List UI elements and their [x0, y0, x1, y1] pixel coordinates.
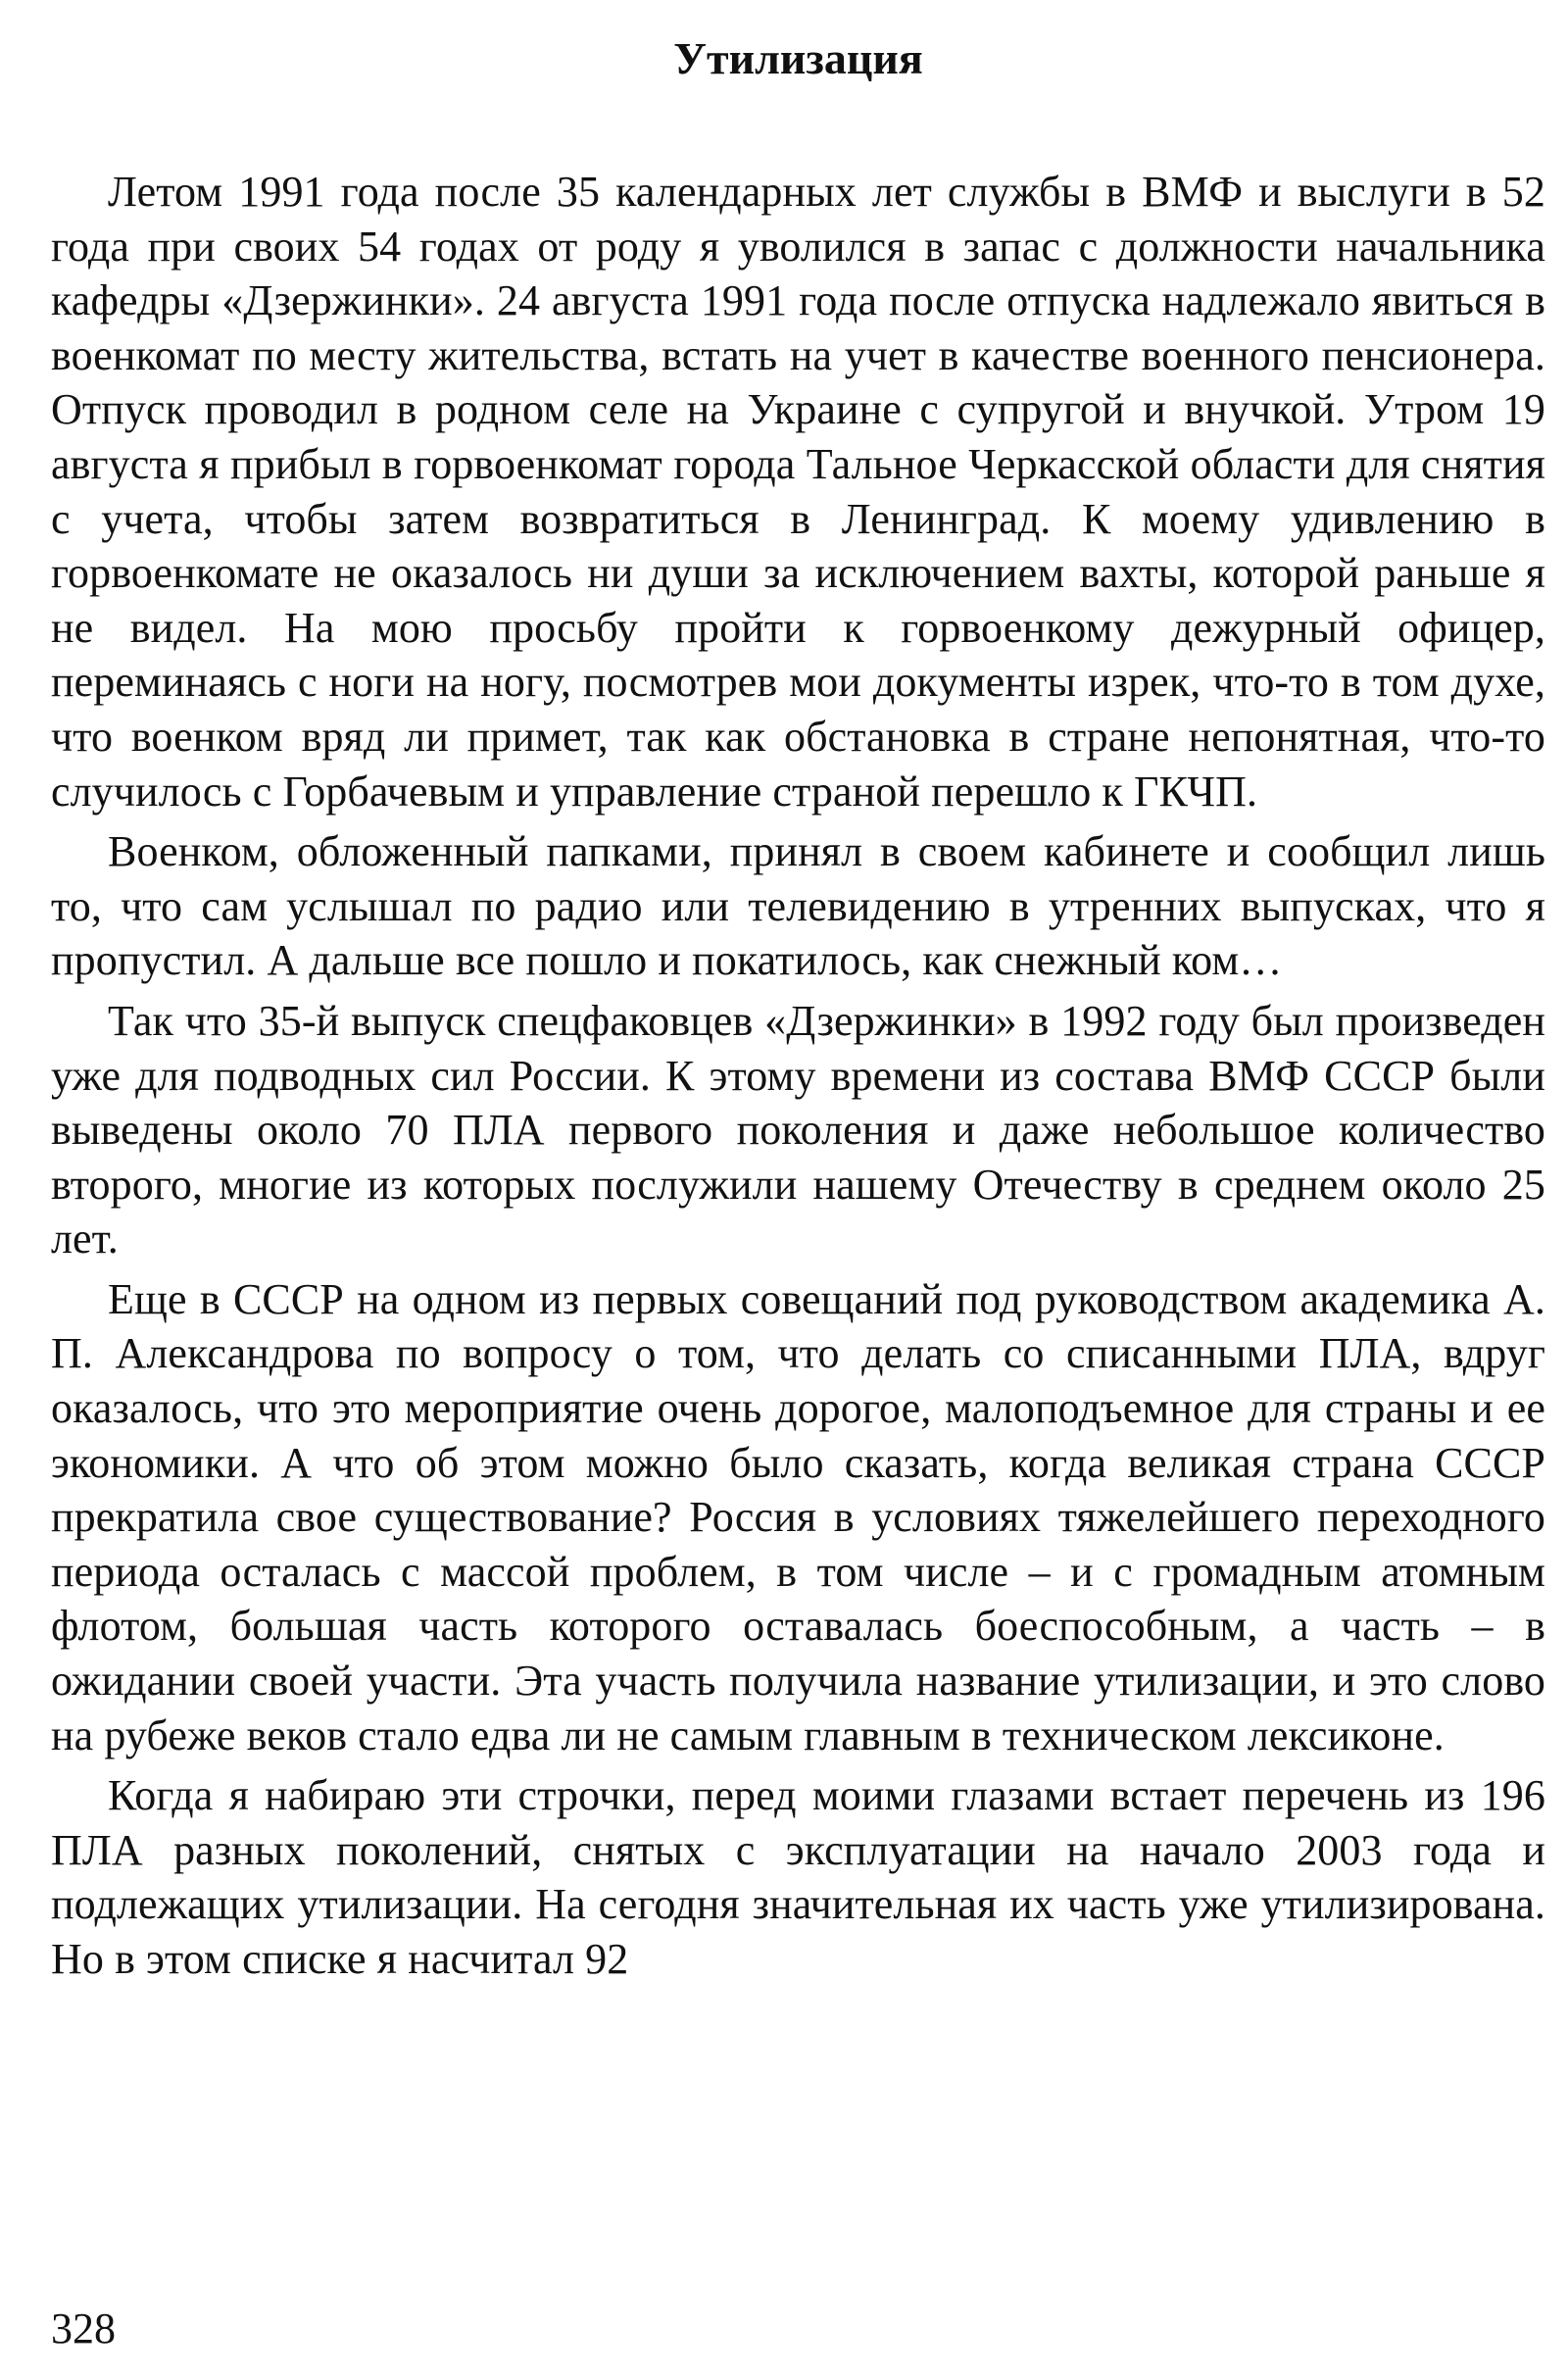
chapter-title: Утилизация [673, 33, 923, 83]
paragraph-5: Когда я набираю эти строчки, перед моими глазами встает перечень из 196 ПЛА разных поколений, снятых с эксплуатации на начало 2003 года и подлежащих утилизации. На сегодня значительная их часть уже утилизирована. Но в этом списке я насчитал 92 [51, 1771, 1545, 1983]
paragraph-2: Военком, обложенный папками, принял в своем кабинете и сообщил лишь то, что сам услышал по радио или телевидению в утренних выпусках, что я пропустил. А дальше все пошло и покатилось, как снежный ком… [51, 827, 1545, 985]
book-page [51, 29, 1545, 2362]
paragraph-4: Еще в СССР на одном из первых совещаний под руководством академика А. П. Александрова по вопросу о том, что делать со списанными ПЛА, вдруг оказалось, что это мероприятие очень дорогое, малоподъемное для страны и ее экономики. А что об этом можно было сказать, когда великая страна СССР прекратила свое существование? Россия в условиях тяжелейшего переходного периода осталась с массой проблем, в том числе – и с громадным атомным флотом, большая часть которого оставалась боеспособным, а часть – в ожидании своей участи. Эта участь получила название утилизации, и это слово на рубеже веков стало едва ли не самым главным в техническом лексиконе. [51, 1274, 1545, 1759]
paragraph-1: Летом 1991 года после 35 календарных лет службы в ВМФ и выслуги в 52 года при своих 54 годах от роду я уволился в запас с должности начальника кафедры «Дзержинки». 24 августа 1991 года после отпуска надлежало явиться в военкомат по месту жительства, встать на учет в качестве военного пенсионера. Отпуск проводил в родном селе на Украине с супругой и внучкой. Утром 19 августа я прибыл в горвоенкомат города Тальное Черкасской области для снятия с учета, чтобы затем возвратиться в Ленинград. К моему удивлению в горвоенкомате не оказалось ни души за исключением вахты, которой раньше я не видел. На мою просьбу пройти к горвоенкому дежурный офицер, переминаясь с ноги на ногу, посмотрев мои документы изрек, что-то в том духе, что военком вряд ли примет, так как обстановка в стране непонятная, что-то случилось с Горбачевым и управление страной перешло к ГКЧП. [51, 168, 1545, 816]
page-number: 328 [51, 2304, 116, 2352]
paragraph-3: Так что 35-й выпуск спецфаковцев «Дзержинки» в 1992 году был произведен уже для подводных сил России. К этому времени из состава ВМФ СССР были выведены около 70 ПЛА первого поколения и даже небольшое количество второго, многие из которых послужили нашему Отечеству в среднем около 25 лет. [51, 996, 1545, 1263]
